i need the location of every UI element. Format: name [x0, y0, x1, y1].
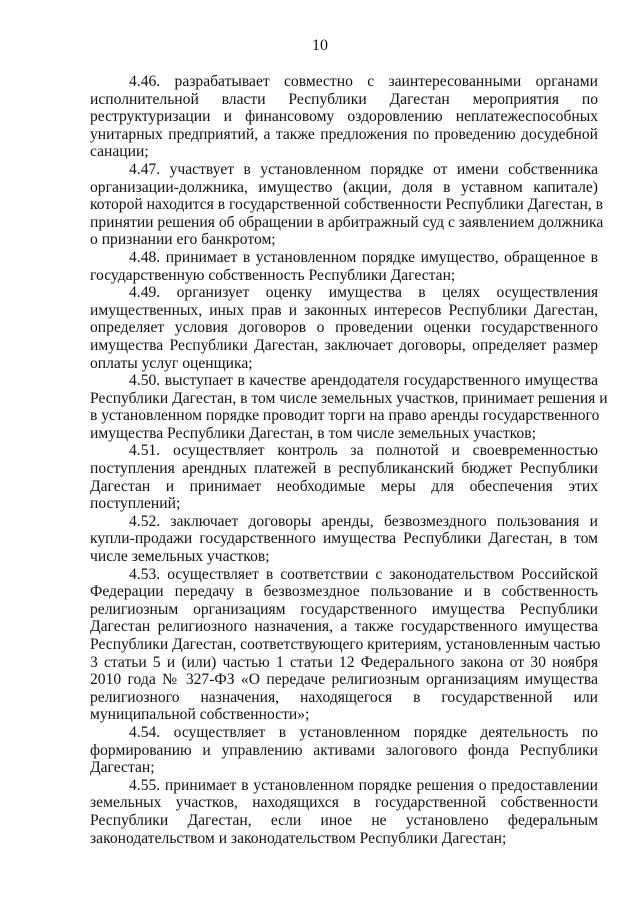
paragraph-first-line: 4.49. организует оценку имущества в целях осуществления [129, 284, 598, 302]
paragraph [90, 249, 598, 284]
paragraph-line: Федерации передачу в безвозмездное пользование и в собственность [90, 583, 598, 601]
paragraph-line: унитарных предприятий, а также предложения по проведению досудебной [90, 125, 598, 143]
paragraph-first-line: 4.51. осуществляет контроль за полнотой и своевременностью [129, 442, 598, 460]
document-body [90, 73, 608, 847]
paragraph-line: организации-должника, имущество (акции, доля в уставном капитале) [90, 178, 598, 196]
paragraph-line: о признании его банкротом; [90, 231, 276, 249]
paragraph-line: исполнительной власти Республики Дагестан мероприятия по [90, 90, 598, 108]
paragraph-line: Дагестан религиозного назначения, а также государственного имущества [90, 618, 598, 636]
paragraph-first-line: 4.47. участвует в установленном порядке от имени собственника [129, 160, 598, 178]
paragraph [90, 372, 608, 442]
paragraph [90, 284, 598, 372]
paragraph-first-line: 4.52. заключает договоры аренды, безвозмездного пользования и [129, 512, 598, 530]
paragraph-line: в установленном порядке проводит торги на право аренды государственного [90, 407, 600, 425]
paragraph-line: имущества Республики Дагестан, в том числе земельных участков; [90, 424, 536, 442]
paragraph-first-line: 4.50. выступает в качестве арендодателя государственного имущества [129, 372, 598, 390]
paragraph-line: Дагестан и принимает необходимые меры для обеспечения этих [90, 477, 598, 495]
paragraph-line: купли-продажи государственного имущества Республики Дагестан, в том [90, 530, 598, 548]
paragraph-line: Дагестан; [90, 759, 155, 777]
paragraph [90, 777, 598, 847]
paragraph-line: определяет условия договоров о проведении оценки государственного [90, 319, 598, 337]
paragraph-line: числе земельных участков; [90, 548, 270, 566]
paragraph-first-line: 4.55. принимает в установленном порядке решения о предоставлении [129, 776, 598, 794]
paragraph-first-line: 4.46. разрабатывает совместно с заинтересованными органами [129, 73, 598, 90]
paragraph-line: законодательством и законодательством Республики Дагестан; [90, 829, 507, 847]
paragraph-line: Республики Дагестан, если иное не установлено федеральным [90, 811, 598, 829]
paragraph-line: санации; [90, 143, 149, 161]
paragraph-line: имущественных, иных прав и законных интересов Республики Дагестан, [90, 301, 598, 319]
paragraph-line: формированию и управлению активами залогового фонда Республики [90, 741, 598, 759]
paragraph-line: оплаты услуг оценщика; [90, 354, 253, 372]
paragraph [90, 513, 598, 566]
paragraph-line: Республики Дагестан, соответствующего критериям, установленным частью [90, 636, 601, 653]
paragraph-line: имущества Республики Дагестан, заключает договоры, определяет размер [90, 336, 598, 354]
paragraph-line: поступлений; [90, 495, 181, 513]
paragraph-first-line: 4.48. принимает в установленном порядке имущество, обращенное в [129, 248, 598, 266]
paragraph-line: религиозным организациям государственного имущества Республики [90, 600, 598, 618]
paragraph [90, 73, 598, 161]
paragraph [90, 442, 598, 512]
paragraph-line: реструктуризации и финансовому оздоровлению неплатежеспособных [90, 108, 598, 126]
paragraph-line: земельных участков, находящихся в государственной собственности [90, 794, 598, 812]
paragraph [90, 160, 604, 249]
paragraph-line: государственную собственность Республики Дагестан; [90, 266, 456, 284]
paragraph [90, 565, 601, 724]
page-number: 10 [312, 37, 328, 54]
paragraph-line: Республики Дагестан, в том числе земельных участков, принимает решения и [90, 389, 608, 407]
paragraph-first-line: 4.54. осуществляет в установленном порядке деятельность по [129, 723, 598, 741]
paragraph-line: 2010 года № 327-ФЗ «О передаче религиозным организациям имущества [90, 671, 598, 689]
paragraph-line: 3 статьи 5 и (или) частью 1 статьи 12 Федерального закона от 30 ноября [90, 653, 598, 671]
paragraph-line: принятии решения об обращении в арбитражный суд с заявлением должника [90, 213, 604, 231]
paragraph-line: религиозного назначения, находящегося в государственной или [90, 688, 598, 706]
paragraph [90, 724, 598, 777]
paragraph-line: поступления арендных платежей в республиканский бюджет Республики [90, 460, 598, 478]
paragraph-first-line: 4.53. осуществляет в соответствии с законодательством Российской [129, 565, 598, 583]
paragraph-line: которой находится в государственной собственности Республики Дагестан, в [90, 196, 603, 214]
paragraph-line: муниципальной собственности»; [90, 706, 310, 724]
